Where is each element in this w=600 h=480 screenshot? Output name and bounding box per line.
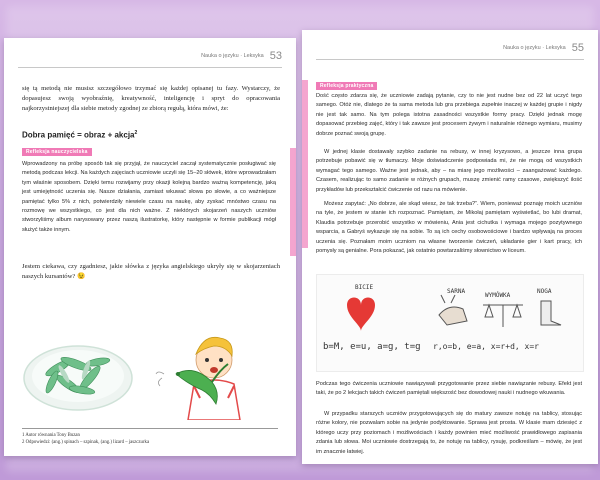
memory-formula bbox=[22, 130, 137, 140]
paragraph-1: Dość często zdarza się, że uczniowie zadają pytanie, czy to nie jest nudne bez od 22 lat uczyć tego samego. Otóż nie, dlatego że ta sama metoda lub gra przebiega zupełnie inaczej w każdej grupie i nigdy nie jest tak samo. Na tym polega istotna zasadności wszystkie formy pracy. Dzięki jednak mogę dopasować przebieg zajęć, który i tak zawsze jest procesem żywym i naturalnie różnego wymiaru, musimy dobrze poznać swoją grupę. bbox=[316, 93, 582, 137]
deer-icon bbox=[439, 295, 467, 325]
chapter-label: Nauka o języku · Leksyka bbox=[201, 52, 264, 59]
formula-footnote-ref: 2 bbox=[134, 130, 138, 136]
section-tag: Refleksja nauczycielska bbox=[22, 148, 92, 156]
page-header-left bbox=[18, 46, 282, 68]
page-header-right bbox=[316, 38, 584, 60]
page-number: 55 bbox=[571, 41, 584, 54]
paragraph-5: W przypadku starszych uczniów przygotowujących się do matury zawsze notuję na tablicy, stosując różne kolory, nie pozwalam sobie na jedynie podyktowanie. Sprawa jest prosta. W klasie mam dziesięć z którego uczy przy poziomach i możliwościach i każdy powinien mieć możliwość prawidłowego zapisania zdania lub słowa. Moi uczniowie dostrzegają to, że notuję na tablicy, rysuję, podkreślam – mówię, że jest im znacznie łatwiej. bbox=[316, 411, 582, 455]
spinach-bowl-illustration bbox=[18, 328, 140, 418]
book-page-right bbox=[302, 30, 598, 464]
label-noga: NOGA bbox=[537, 288, 552, 295]
closing-text: Jestem ciekawa, czy zgadniesz, jakie słówka z języka angielskiego ukryły się w skojarzeniach naszych kursantów? bbox=[22, 263, 280, 281]
page-number: 53 bbox=[269, 49, 282, 62]
paragraph-4: Podczas tego ćwiczenia uczniowie nawiązywali przygotowanie przez siebie nawiązanie rebusy. Efekt jest taki, że po 2 lekcjach takich ćwiczeń pamiętali większość bez dowodowej nauki i nudnego wkuwania. bbox=[316, 381, 582, 397]
footnote-1: 1 Autor równania Tony Buzan bbox=[22, 432, 80, 438]
chapter-label: Nauka o języku · Leksyka bbox=[503, 44, 566, 51]
leg-icon bbox=[541, 301, 561, 325]
pink-edge-bar bbox=[290, 148, 296, 256]
formula-text: Dobra pamięć = obraz + akcja bbox=[22, 130, 135, 140]
heart-icon bbox=[347, 298, 375, 332]
label-bicie: BICIE bbox=[355, 284, 374, 291]
scale-icon bbox=[483, 305, 523, 327]
wink-emoji-icon: 😉 bbox=[76, 273, 86, 281]
book-page-left bbox=[4, 38, 296, 456]
section-tag: Refleksja praktyczna bbox=[316, 82, 377, 90]
formula-right: r,o=b, e=a, x=r+d, x=r bbox=[433, 342, 539, 351]
rebus-sketch bbox=[317, 275, 585, 373]
paragraph-2: W jednej klasie dostawały szybko zadanie na rebusy, w innej kryzysowo, a jeszcze inna grupa potrzebuje pobawić się w tłumaczy. Moje doświadczenie podpowiada mi, że nie mogą od wszystkich wymagać tego samego. Ważne jest jednak, aby – na miarę jego możliwości – zaangażować każdego. Czasem, realizując to samo zadanie w różnych grupach, muszę zmienić ramy czasowe, zwiększyć ilość przykładów lub przekształcić ćwiczenie od razu na mówienie. bbox=[316, 149, 582, 193]
paragraph-3: Możesz zapytać: „No dobrze, ale skąd wiesz, że tak trzeba?”. Wiem, ponieważ poznaję moich uczniów na tyle, że jestem w stanie ich rozpoznać. Pamiętam, że Mikołaj pamiętam wyświetlać, bo lubi dramat, Klaudia potrzebuje przerobić wszystko w mówieniu, Ania jest cichutka i wymaga mojego pozytywnego wsparcia, a Gabryś wykazuje się na sobie. To są ich cechy osobowościowe i bardzo wpływają na proces uczenia się. Poznałam moim uczniom na własne tworzenie ćwiczeń, układanie gier i kart pracy, ich pomysły są genialne. Pora pokazać, jak ostatnio powtarzaliśmy słownictwo w liceum. bbox=[316, 201, 582, 255]
footnote-2: 2 Odpowiedzi: (ang.) spinach – szpinak, (ang.) lizard – jaszczurka bbox=[22, 439, 150, 445]
pink-edge-bar bbox=[302, 80, 308, 248]
rebus-drawing bbox=[316, 274, 584, 372]
boy-with-lizard-illustration bbox=[154, 324, 274, 420]
footnotes bbox=[22, 428, 278, 446]
formula-left: b=M, e=u, a=g, t=g bbox=[323, 342, 421, 352]
reflection-paragraph: Wprowadzony na próbę sposób tak się przyjął, że nauczyciel zaczął systematycznie posługiwać się metodą podczas lekcji. Na każdych zajęciach uczniowie uczyli się 15–20 słówek, które wprowadzałam tym właśnie sposobem. Dzięki temu rozwijamy przy okazji kolejną bardzo ważną kompetencję, jaką jest umiejętność uczenia się. Nasze działania, zamiast wkuwać słowa po słowie, a co ważniejsze pamiętać tylko 5% z nich, potwierdziły niewiele czasu na naukę, aby zyskać mnóstwo czasu na rozmowę we wszystkiego, co jest dla nich ważne. Z niektórych skojarzeń naszych uczniów stworzyliśmy album narysowany przez naszą ilustratorkę, który następnie w formie publikacji mógł służyć także innym. bbox=[22, 161, 276, 233]
intro-paragraph: się tą metodą nie musisz szczegółowo trzymać się każdej opisanej tu fazy. Wystarczy, że dopasujesz swoją wyobraźnię, kreatywność, inteligencję i spryt do opracowania najkorzystniejszej dla siebie metody zgodnej ze zbiorą regułą, która mówi, że: bbox=[22, 85, 280, 113]
label-wymowka: WYMÓWKA bbox=[485, 292, 511, 299]
label-sarna: SARNA bbox=[447, 288, 466, 295]
closing-paragraph bbox=[22, 262, 280, 282]
